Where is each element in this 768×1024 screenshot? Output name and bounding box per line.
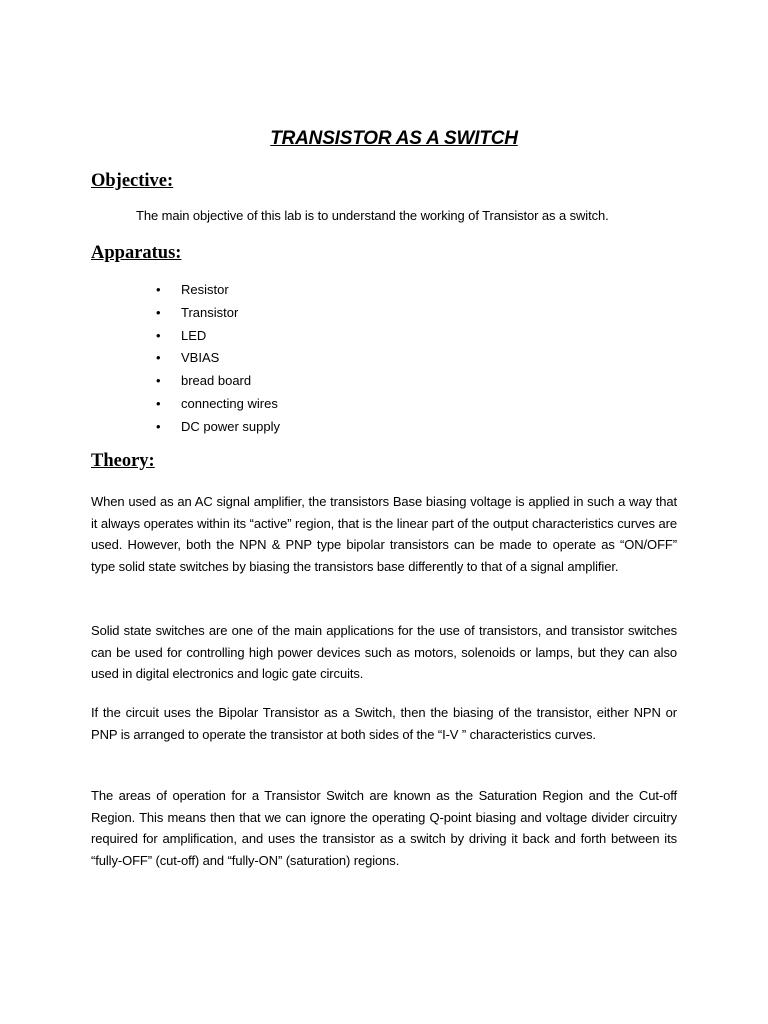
theory-paragraph: If the circuit uses the Bipolar Transistor as a Switch, then the biasing of the transistor, either NPN or PNP is arranged to operate the transistor at both sides of the “I-V ” characteristics curves. bbox=[91, 705, 677, 742]
apparatus-item-label: bread board bbox=[181, 373, 252, 389]
bullet-icon: • bbox=[156, 350, 161, 366]
apparatus-item-label: Resistor bbox=[181, 282, 229, 297]
bullet-icon: • bbox=[156, 304, 161, 320]
apparatus-item-label: LED bbox=[181, 327, 207, 343]
bullet-icon: • bbox=[156, 418, 161, 434]
apparatus-item-label: DC power supply bbox=[181, 418, 280, 434]
objective-text: The main objective of this lab is to understand the working of Transistor as a switch. bbox=[136, 208, 609, 223]
apparatus-heading: Apparatus: bbox=[91, 243, 182, 263]
apparatus-item-label: Transistor bbox=[181, 304, 239, 320]
theory-paragraph: The areas of operation for a Transistor Switch are known as the Saturation Region and the Cut-off Region. This means then that we can ignore the operating Q-point biasing and voltage divider circuitry required for amplification, and uses the transistor as a switch by driving it back and forth between its “fully-OFF” (cut-off) and “fully-ON” (saturation) regions. bbox=[91, 788, 677, 869]
bullet-icon: • bbox=[156, 282, 161, 297]
theory-heading: Theory: bbox=[91, 451, 155, 471]
theory-paragraph: When used as an AC signal amplifier, the transistors Base biasing voltage is applied in such a way that it always operates within its “active” region, that is the linear part of the output characteristics curves are used. However, both the NPN & PNP type bipolar transistors can be made to operate as “ON/OFF” type solid state switches by biasing the transistors base differently to that of a signal amplifier. bbox=[91, 494, 677, 575]
page-title: TRANSISTOR AS A SWITCH bbox=[270, 128, 518, 149]
objective-heading: Objective: bbox=[91, 171, 174, 191]
apparatus-item-label: VBIAS bbox=[181, 350, 220, 366]
bullet-icon: • bbox=[156, 327, 161, 343]
bullet-icon: • bbox=[156, 373, 161, 389]
theory-paragraph: Solid state switches are one of the main applications for the use of transistors, and transistor switches can be used for controlling high power devices such as motors, solenoids or lamps, but they can also used in digital electronics and logic gate circuits. bbox=[91, 623, 677, 682]
apparatus-item-label: connecting wires bbox=[181, 395, 278, 411]
bullet-icon: • bbox=[156, 395, 161, 411]
